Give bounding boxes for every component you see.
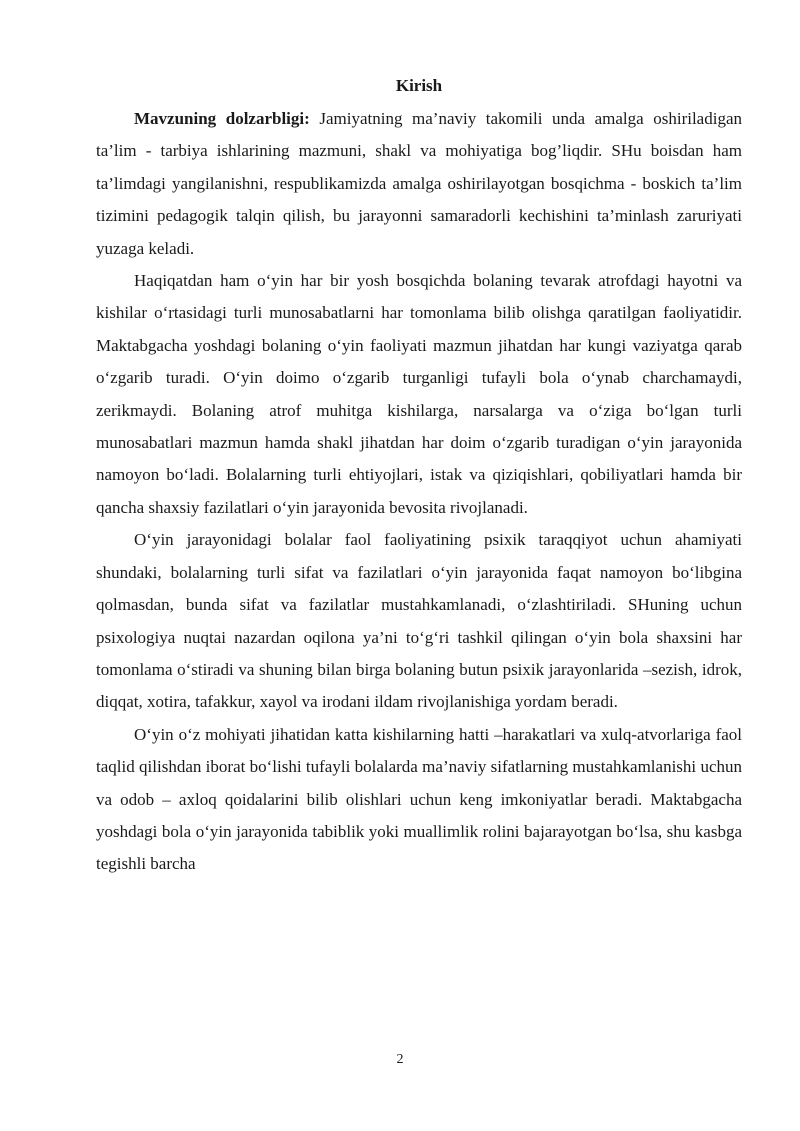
paragraph-text: Haqiqatdan ham o‘yin har bir yosh bosqichda bolaning tevarak atrofdagi hayotni va kishilar o‘rtasidagi turli munosabatlarni har tomonlama bilib olishga qaratilgan faoliyatidir. Maktabgacha yoshdagi bolaning o‘yin faoliyati mazmun jihatdan har kungi vaziyatga qarab o‘zgarib turadi. O‘yin doimo o‘zgarib turganligi tufayli bola o‘ynab charchamaydi, zerikmaydi. Bolaning atrof muhitga kishilarga, narsalarga va o‘ziga bo‘lgan turli munosabatlari mazmun hamda shakl jihatdan har doim o‘zgarib turadigan o‘yin jarayonida namoyon bo‘ladi. Bolalarning turli ehtiyojlari, istak va qiziqishlari, qobiliyatlari hamda bir qancha shaxsiy fazilatlari o‘yin jarayonida bevosita rivojlanadi. [96,271,742,517]
paragraph-relevance [96,103,742,265]
paragraph-lead: Mavzuning dolzarbligi: [134,109,310,128]
paragraph-text: O‘yin jarayonidagi bolalar faol faoliyatining psixik taraqqiyot uchun ahamiyati shundaki, bolalarning turli sifat va fazilatlari o‘yin jarayonida faqat namoyon bo‘libgina qolmasdan, bunda sifat va fazilatlar mustahkamlanadi, o‘zlashtiriladi. SHuning uchun psixologiya nuqtai nazardan oqilona ya’ni to‘g‘ri tashkil qilingan o‘yin bola shaxsini har tomonlama o‘stiradi va shuning bilan birga bolaning butun psixik jarayonlarida –sezish, idrok, diqqat, xotira, tafakkur, xayol va irodani ildam rivojlanishiga yordam beradi. [96,530,742,712]
paragraph-text: O‘yin o‘z mohiyati jihatidan katta kishilarning hatti –harakatlari va xulq-atvorlariga faol taqlid qilishdan iborat bo‘lishi tufayli bolalarda ma’naviy sifatlarning mustahkamlanishi uchun va odob – axloq qoidalarini bilib olishlari uchun keng imkoniyatlar beradi. Maktabgacha yoshdagi bola o‘yin jarayonida tabiblik yoki muallimlik rolini bajarayotgan bo‘lsa, shu kasbga tegishli barcha [96,724,742,874]
page-number: 2 [396,1052,404,1067]
page-body [96,72,742,881]
paragraph-text: Jamiyatning ma’naviy takomili unda amalga oshiriladigan ta’lim - tarbiya ishlarining mazmuni, shakl va mohiyatiga bog’liqdir. SHu boisdan ham ta’limdagi yangilanishni, respublikamizda amalga oshirilayotgan bosqichma - boskich ta’lim tizimini pedagogik talqin qilish, bu jarayonni samaradorli kechishini ta’minlash zaruriyati yuzaga keladi. [96,109,742,258]
section-title: Kirish [395,76,443,95]
